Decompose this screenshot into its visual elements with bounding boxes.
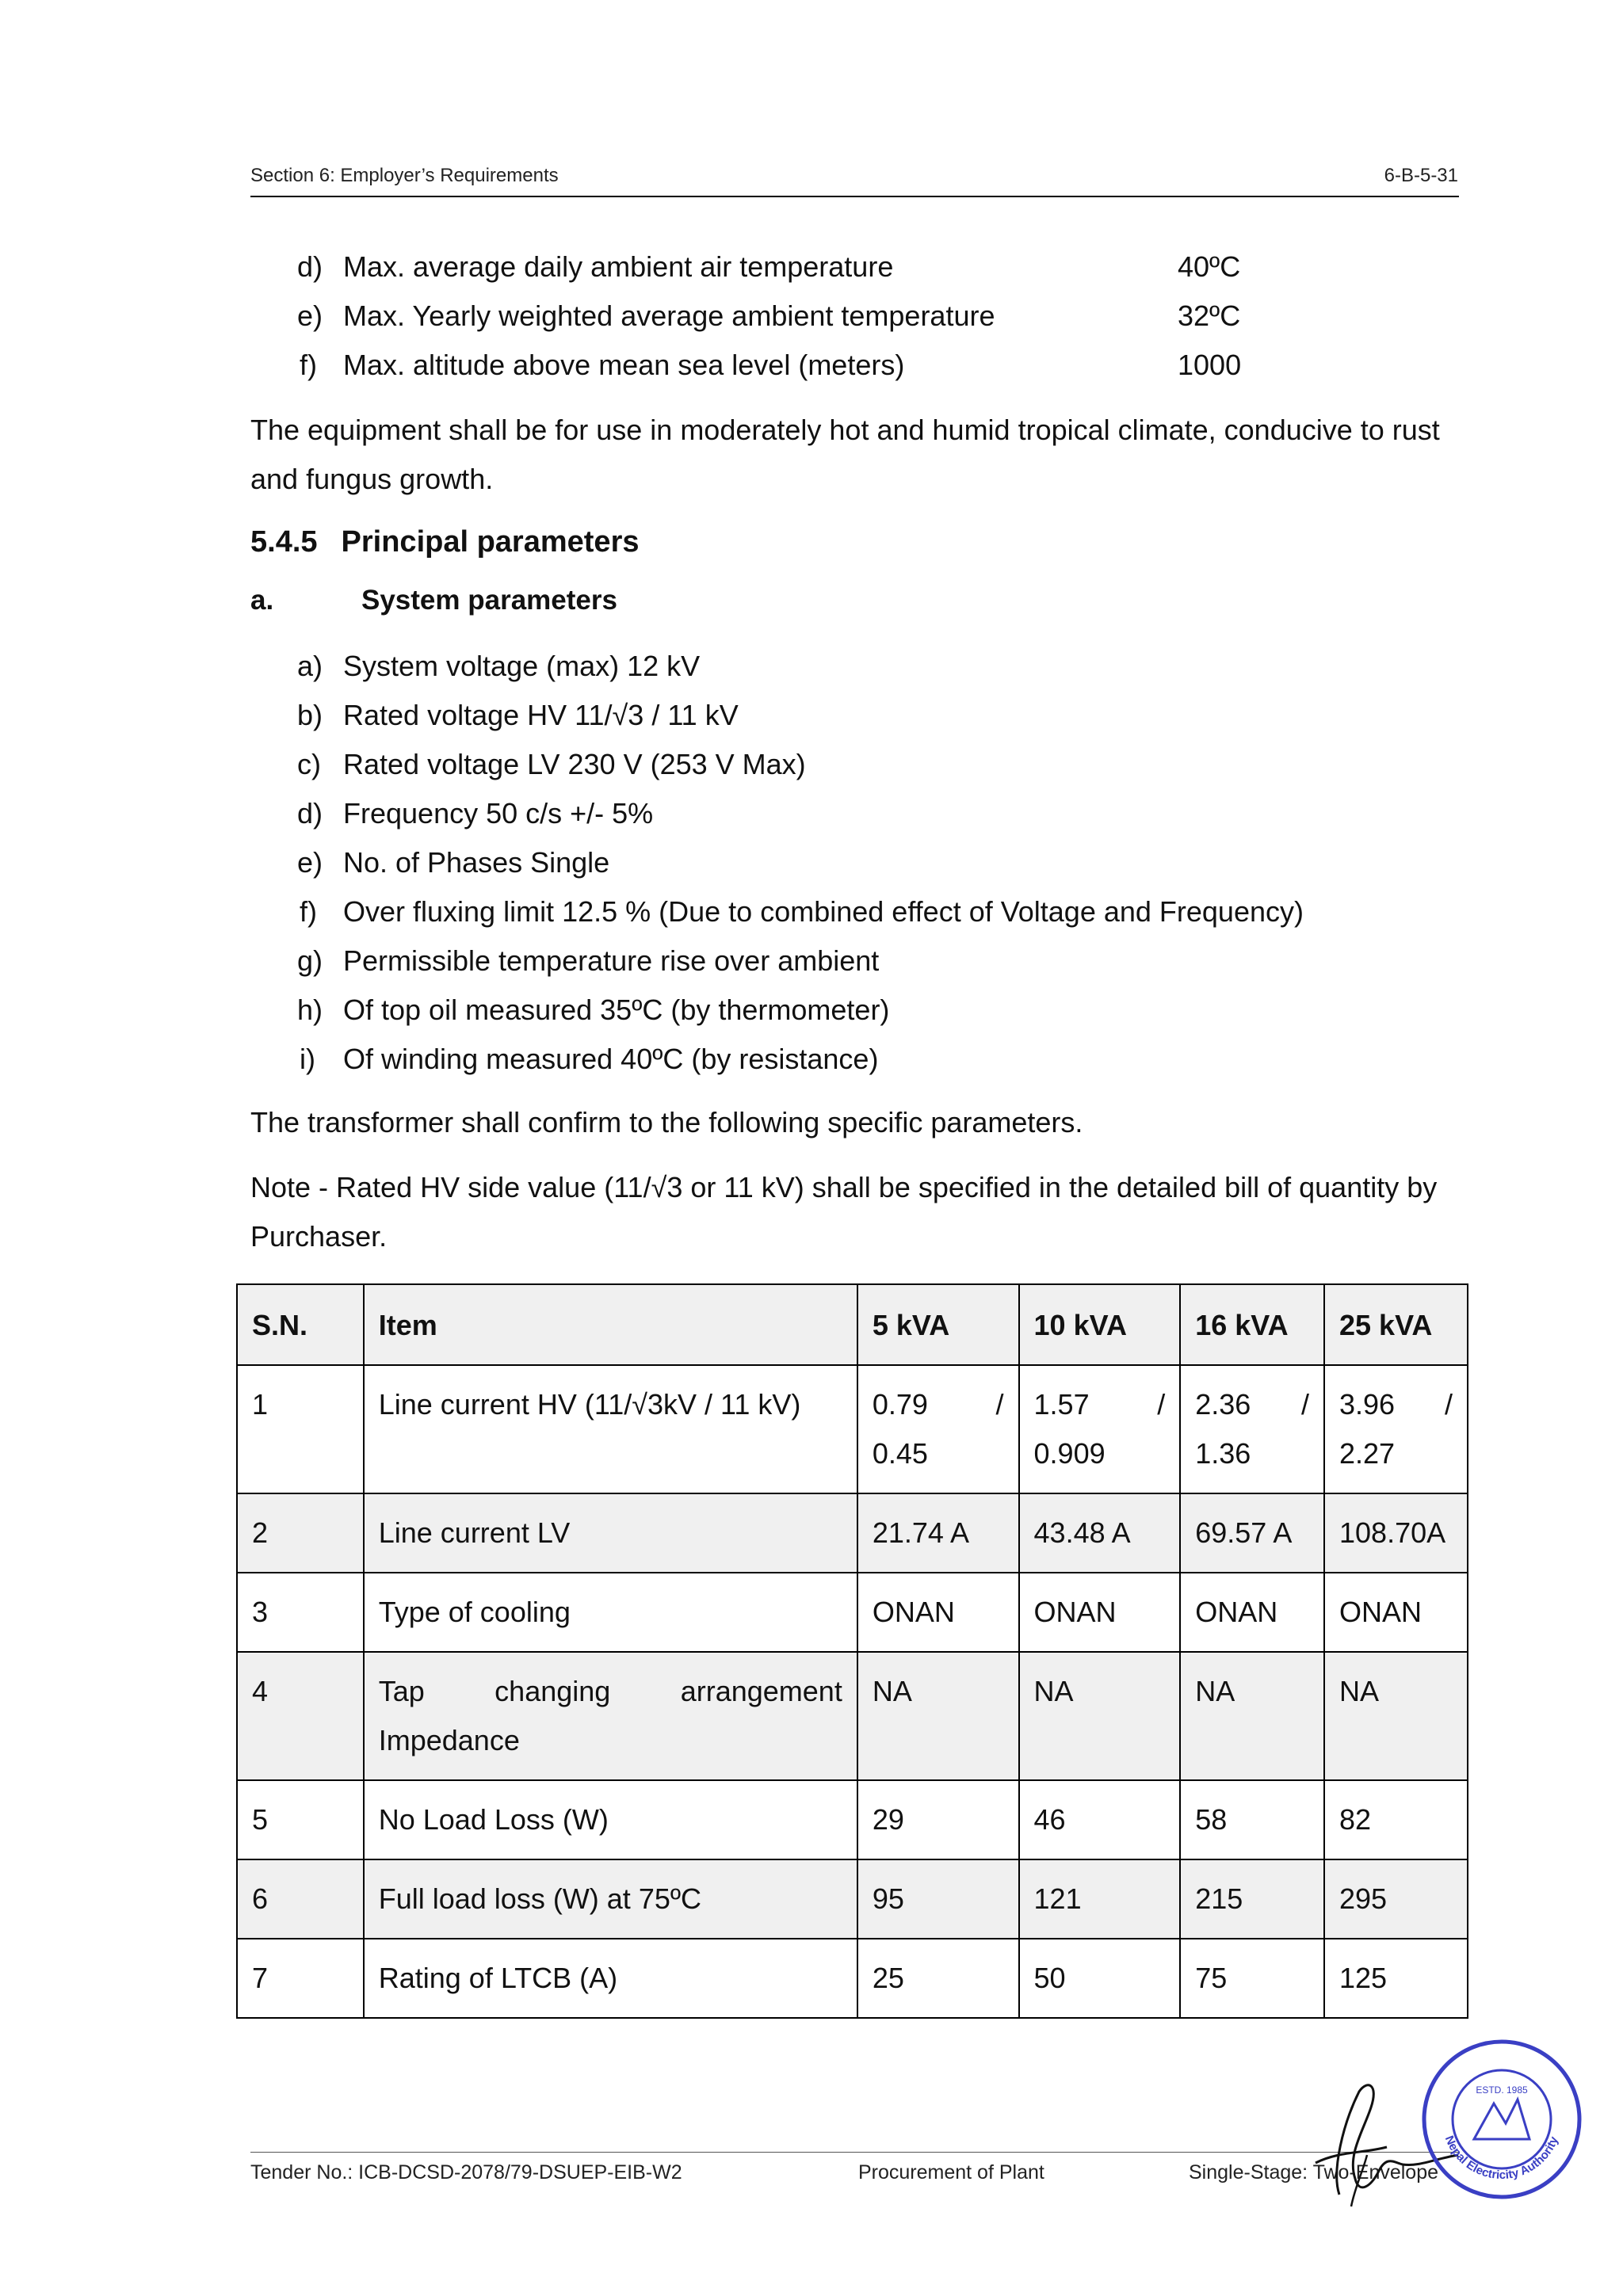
cell-separator: / <box>1157 1388 1166 1421</box>
climate-paragraph: The equipment shall be for use in moderately hot and humid tropical climate, conducive to rust and fungus growth. <box>250 414 1440 495</box>
table-cell: 1 <box>237 1365 364 1493</box>
header-page-number: 6-B-5-31 <box>1384 165 1458 186</box>
list-marker: a) <box>297 650 323 682</box>
table-cell: 108.70A <box>1324 1493 1468 1573</box>
table-cell: 3 <box>237 1573 364 1652</box>
confirm-paragraph: The transformer shall confirm to the following specific parameters. <box>250 1106 1083 1138</box>
table-row <box>237 1652 1468 1780</box>
table-cell <box>364 1652 857 1780</box>
list-text: Permissible temperature rise over ambient <box>343 944 880 977</box>
table-cell <box>857 1365 1019 1493</box>
list-item <box>300 1043 879 1076</box>
table-cell: 21.74 A <box>857 1493 1019 1573</box>
stamp-inner-text: ESTD. 1985 <box>1476 2084 1528 2096</box>
section-number: 5.4.5 <box>250 525 318 559</box>
table-cell: 125 <box>1324 1939 1468 2018</box>
table-cell: Line current HV (11/√3kV / 11 kV) <box>364 1365 857 1493</box>
list-marker: b) <box>297 699 323 731</box>
table-cell: 25 <box>857 1939 1019 2018</box>
table-cell: Full load loss (W) at 75ºC <box>364 1859 857 1939</box>
list-item <box>297 944 880 978</box>
cell-word: Tap <box>378 1675 425 1707</box>
table-cell: Rating of LTCB (A) <box>364 1939 857 2018</box>
table-cell <box>1324 1365 1468 1493</box>
list-item <box>300 349 905 382</box>
table-cell: NA <box>1324 1652 1468 1780</box>
table-cell: Type of cooling <box>364 1573 857 1652</box>
cell-value: 1.36 <box>1195 1437 1251 1470</box>
list-item <box>297 797 654 830</box>
table-cell: 7 <box>237 1939 364 2018</box>
section-title: Principal parameters <box>341 525 640 559</box>
table-cell: ONAN <box>857 1573 1019 1652</box>
cell-separator: / <box>1301 1388 1310 1421</box>
table-row <box>237 1780 1468 1859</box>
column-header: 10 kVA <box>1019 1284 1181 1365</box>
table-cell: Line current LV <box>364 1493 857 1573</box>
table-cell: ONAN <box>1180 1573 1324 1652</box>
list-text: Of winding measured 40ºC (by resistance) <box>343 1043 879 1075</box>
list-item <box>297 699 739 732</box>
table-cell: 50 <box>1019 1939 1181 2018</box>
footer-envelope: Single-Stage: Two-Envelope <box>1189 2161 1439 2183</box>
cell-value: 0.79 <box>872 1388 928 1421</box>
list-item <box>297 650 701 683</box>
list-text: Rated voltage HV 11/√3 / 11 kV <box>343 699 739 731</box>
list-marker: i) <box>300 1043 315 1075</box>
list-text: Max. Yearly weighted average ambient temperature <box>343 299 995 332</box>
table-cell: 5 <box>237 1780 364 1859</box>
table-row <box>237 1859 1468 1939</box>
list-marker: e) <box>297 846 323 879</box>
table-cell: 69.57 A <box>1180 1493 1324 1573</box>
cell-separator: / <box>995 1388 1004 1421</box>
list-marker: e) <box>297 299 323 332</box>
table-cell: NA <box>1180 1652 1324 1780</box>
list-text: Of top oil measured 35ºC (by thermometer) <box>343 994 890 1026</box>
footer-procurement: Procurement of Plant <box>858 2161 1044 2183</box>
section-heading <box>250 525 640 559</box>
table-cell: ONAN <box>1019 1573 1181 1652</box>
cell-value: 1.57 <box>1033 1388 1090 1421</box>
list-text: Max. average daily ambient air temperature <box>343 250 894 283</box>
cell-value: 2.36 <box>1195 1388 1251 1421</box>
column-header: Item <box>364 1284 857 1365</box>
table-row <box>237 1939 1468 2018</box>
table-cell: 121 <box>1019 1859 1181 1939</box>
list-text: System voltage (max) 12 kV <box>343 650 701 682</box>
table-cell: 82 <box>1324 1780 1468 1859</box>
list-item <box>297 994 890 1027</box>
list-value: 1000 <box>1178 349 1242 381</box>
footer-rule <box>250 2152 1459 2153</box>
table-cell: 6 <box>237 1859 364 1939</box>
cell-word: changing <box>495 1675 611 1707</box>
subsection-heading <box>250 585 617 616</box>
list-item <box>297 748 806 781</box>
list-text: Rated voltage LV 230 V (253 V Max) <box>343 748 806 780</box>
list-value: 40ºC <box>1178 250 1241 283</box>
list-marker: f) <box>300 349 317 381</box>
table-header-row <box>237 1284 1468 1365</box>
table-cell: No Load Loss (W) <box>364 1780 857 1859</box>
list-item <box>300 895 1304 929</box>
header-rule <box>250 196 1459 197</box>
list-text: Over fluxing limit 12.5 % (Due to combined effect of Voltage and Frequency) <box>343 895 1304 928</box>
list-text: Frequency 50 c/s +/- 5% <box>343 797 654 830</box>
table-cell: NA <box>857 1652 1019 1780</box>
list-text: Max. altitude above mean sea level (meters) <box>343 349 905 381</box>
subsection-title: System parameters <box>361 585 617 616</box>
list-item <box>297 299 995 333</box>
cell-word: Impedance <box>378 1724 520 1756</box>
table-row <box>237 1365 1468 1493</box>
column-header: S.N. <box>237 1284 364 1365</box>
table-row <box>237 1493 1468 1573</box>
list-item <box>297 250 894 284</box>
list-marker: c) <box>297 748 321 780</box>
list-marker: g) <box>297 944 323 977</box>
footer-tender-number: Tender No.: ICB-DCSD-2078/79-DSUEP-EIB-W2 <box>250 2161 682 2183</box>
list-item <box>297 846 610 879</box>
authority-stamp <box>1419 2036 1585 2203</box>
table-cell: 295 <box>1324 1859 1468 1939</box>
cell-value: 0.45 <box>872 1437 928 1470</box>
parameters-table <box>236 1283 1468 2019</box>
list-marker: d) <box>297 797 323 830</box>
svg-text:Nepal Electricity Authority <box>1442 2134 1561 2182</box>
table-cell: 29 <box>857 1780 1019 1859</box>
table-cell: 215 <box>1180 1859 1324 1939</box>
table-cell: ONAN <box>1324 1573 1468 1652</box>
table-cell: 95 <box>857 1859 1019 1939</box>
list-text: No. of Phases Single <box>343 846 610 879</box>
table-cell: 46 <box>1019 1780 1181 1859</box>
cell-value: 2.27 <box>1339 1437 1396 1470</box>
list-marker: d) <box>297 250 323 283</box>
cell-value: 0.909 <box>1033 1437 1106 1470</box>
column-header: 5 kVA <box>857 1284 1019 1365</box>
table-cell: 2 <box>237 1493 364 1573</box>
stamp-ring-text: Nepal Electricity Authority <box>1442 2134 1561 2183</box>
cell-separator: / <box>1444 1388 1453 1421</box>
column-header: 16 kVA <box>1180 1284 1324 1365</box>
note-paragraph: Note - Rated HV side value (11/√3 or 11 kV) shall be specified in the detailed bill of quantity by Purchaser. <box>250 1171 1438 1253</box>
cell-value: 3.96 <box>1339 1388 1396 1421</box>
list-marker: h) <box>297 994 323 1026</box>
cell-word: arrangement <box>680 1675 842 1707</box>
list-value: 32ºC <box>1178 299 1241 332</box>
table-cell: 43.48 A <box>1019 1493 1181 1573</box>
subsection-marker: a. <box>250 585 274 616</box>
column-header: 25 kVA <box>1324 1284 1468 1365</box>
table-cell: NA <box>1019 1652 1181 1780</box>
table-cell <box>1019 1365 1181 1493</box>
table-cell: 4 <box>237 1652 364 1780</box>
table-cell: 58 <box>1180 1780 1324 1859</box>
table-row <box>237 1573 1468 1652</box>
table-cell <box>1180 1365 1324 1493</box>
header-section-title: Section 6: Employer’s Requirements <box>250 165 559 186</box>
table-cell: 75 <box>1180 1939 1324 2018</box>
list-marker: f) <box>300 895 317 928</box>
